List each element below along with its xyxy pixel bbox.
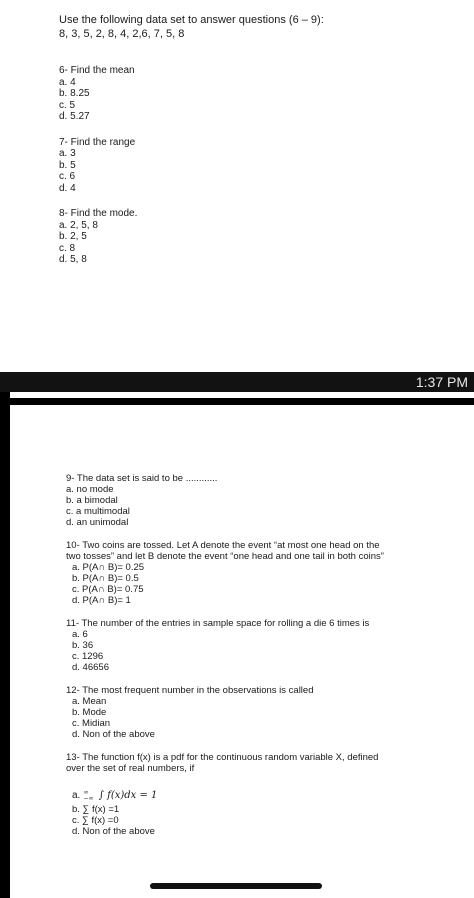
option: a. Mean bbox=[72, 696, 107, 707]
question-text: over the set of real numbers, if bbox=[66, 763, 195, 774]
option: b. P(A∩ B)= 0.5 bbox=[72, 573, 139, 584]
question-text: 6- Find the mean bbox=[59, 65, 135, 76]
left-gutter bbox=[0, 392, 10, 898]
lower-limit: −∞ bbox=[83, 794, 94, 802]
dataset: 8, 3, 5, 2, 8, 4, 2,6, 7, 5, 8 bbox=[59, 27, 185, 40]
question-6 bbox=[59, 65, 459, 123]
option: c. ∑ f(x) =0 bbox=[72, 815, 119, 826]
option-label: a. bbox=[72, 790, 81, 801]
option: c. 6 bbox=[59, 171, 76, 182]
question-text: 12- The most frequent number in the observations is called bbox=[66, 685, 314, 696]
question-11 bbox=[66, 618, 466, 673]
status-bar bbox=[0, 372, 474, 392]
question-text: 13- The function f(x) is a pdf for the continuous random variable X, defined bbox=[66, 752, 379, 763]
question-8 bbox=[59, 208, 459, 266]
question-text: 8- Find the mode. bbox=[59, 208, 138, 219]
question-text: two tosses” and let B denote the event “one head and one tail in both coins” bbox=[66, 551, 384, 562]
option: b. 5 bbox=[59, 159, 76, 171]
option: a. no mode bbox=[66, 484, 114, 495]
option: c. 5 bbox=[59, 99, 76, 111]
option: d. 5, 8 bbox=[59, 254, 87, 265]
option-integral bbox=[66, 788, 466, 804]
option: b. 36 bbox=[72, 640, 94, 651]
question-7 bbox=[59, 137, 459, 195]
option: b. Mode bbox=[72, 707, 107, 718]
option: c. 8 bbox=[59, 242, 76, 254]
option: a. 6 bbox=[72, 629, 88, 640]
option: c. P(A∩ B)= 0.75 bbox=[72, 584, 144, 595]
integral-expression: ∫ f(x)dx = 1 bbox=[98, 790, 158, 801]
integral-limits bbox=[84, 790, 94, 802]
option: d. P(A∩ B)= 1 bbox=[72, 595, 131, 606]
option: d. Non of the above bbox=[72, 729, 155, 740]
page-two bbox=[10, 405, 474, 898]
option: c. 1296 bbox=[72, 651, 104, 662]
option: a. 4 bbox=[59, 76, 76, 88]
question-text: 11- The number of the entries in sample space for rolling a die 6 times is bbox=[66, 618, 370, 629]
page-two-content bbox=[66, 473, 466, 837]
question-13 bbox=[66, 752, 466, 837]
upper-limit: ∞ bbox=[83, 788, 89, 796]
option: a. 2, 5, 8 bbox=[59, 219, 98, 231]
question-10 bbox=[66, 540, 466, 606]
option: d. 46656 bbox=[72, 662, 109, 673]
option: b. a bimodal bbox=[66, 495, 118, 506]
option: d. Non of the above bbox=[72, 826, 155, 837]
question-text: 10- Two coins are tossed. Let A denote the event “at most one head on the bbox=[66, 540, 380, 551]
option: c. Midian bbox=[72, 718, 111, 729]
question-text: 7- Find the range bbox=[59, 136, 136, 148]
option: b. 8.25 bbox=[59, 88, 90, 99]
question-text: 9- The data set is said to be ............ bbox=[66, 473, 218, 484]
option: d. 4 bbox=[59, 182, 76, 194]
option: d. 5.27 bbox=[59, 111, 90, 122]
question-9 bbox=[66, 473, 466, 528]
option: d. an unimodal bbox=[66, 517, 129, 528]
instructions: Use the following data set to answer questions (6 – 9): bbox=[59, 14, 324, 26]
option: b. ∑ f(x) =1 bbox=[72, 804, 120, 815]
option: c. a multimodal bbox=[66, 506, 130, 517]
option: a. P(A∩ B)= 0.25 bbox=[72, 562, 145, 573]
question-12 bbox=[66, 685, 466, 740]
clock: 1:37 PM bbox=[415, 374, 468, 390]
page-one-content bbox=[59, 14, 459, 266]
option: b. 2, 5 bbox=[59, 231, 87, 242]
page-one bbox=[0, 0, 474, 398]
option: a. 3 bbox=[59, 148, 76, 159]
home-indicator[interactable] bbox=[150, 883, 322, 889]
